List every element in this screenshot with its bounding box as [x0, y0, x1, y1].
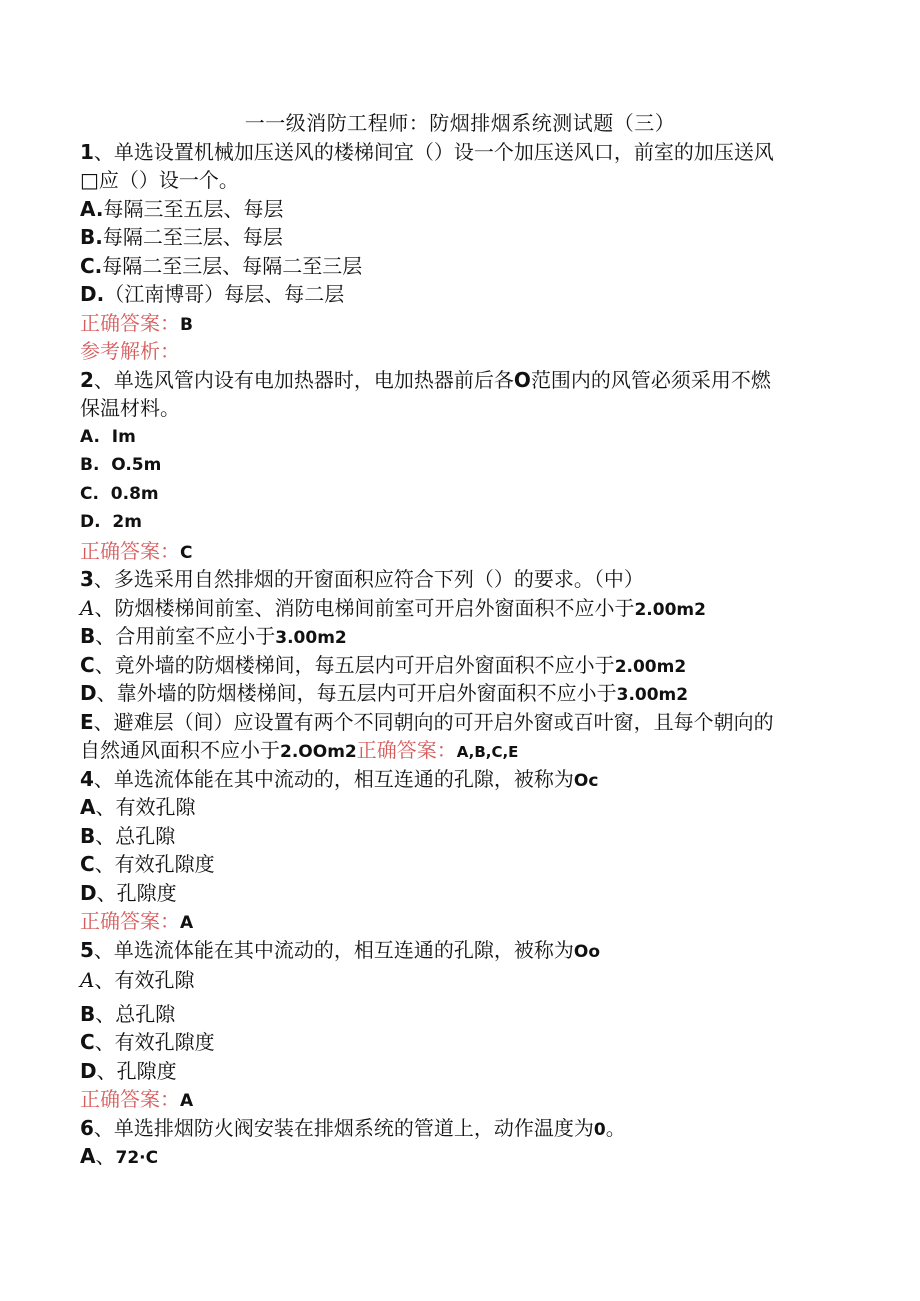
- option: [80, 1028, 840, 1056]
- option-key: C.: [80, 484, 99, 504]
- option-cont: [80, 736, 840, 766]
- answer-label: 正确答案：: [80, 909, 180, 933]
- question-text: 范围内的风管必须采用不燃: [530, 368, 771, 392]
- option-key: C: [80, 852, 95, 876]
- option-value: 72·C: [115, 1148, 159, 1168]
- answer-line: [80, 907, 840, 937]
- option-key: B.: [80, 455, 100, 475]
- answer-value: A,B,C,E: [456, 743, 519, 761]
- question-number: 2: [80, 368, 94, 392]
- option: [80, 280, 840, 308]
- question-number: 4: [80, 767, 94, 791]
- question-5: [80, 936, 840, 966]
- option: [80, 1057, 840, 1085]
- question-text: 、单选设置机械加压送风的楼梯间宜（）设一个加压送风口，前室的加压送风: [93, 140, 774, 164]
- option: [80, 508, 840, 536]
- answer-label: 正确答案：: [80, 311, 180, 335]
- option-key: A: [80, 1144, 96, 1168]
- option: [80, 1000, 840, 1028]
- question-text: 保温材料。: [80, 396, 180, 420]
- option-text: 2m: [112, 512, 142, 532]
- option: [80, 423, 840, 451]
- question-text: Oc: [573, 771, 599, 791]
- option-key: B: [80, 1002, 96, 1026]
- option-text: 、: [95, 1144, 116, 1168]
- option: [80, 1142, 840, 1172]
- option-key: C: [80, 1030, 95, 1054]
- option: [80, 252, 840, 280]
- question-number: 3: [80, 567, 94, 591]
- option: [80, 480, 840, 508]
- option-text: 自然通风面积不应小于: [80, 738, 280, 762]
- option-text: 、有效孔隙度: [94, 852, 215, 876]
- option-text: 0.8m: [110, 484, 159, 504]
- question-4: [80, 765, 840, 795]
- option-key: D.: [80, 282, 105, 306]
- answer-line: [80, 1085, 840, 1115]
- option: [80, 879, 840, 907]
- answer-line: [80, 309, 840, 339]
- option-value: 2.OOm2: [280, 742, 357, 762]
- option-text: 、总孔隙: [95, 1002, 176, 1026]
- answer-label: 正确答案：: [356, 738, 457, 762]
- option: [80, 822, 840, 850]
- question-text: 、多选采用自然排烟的开窗面积应符合下列（）的要求。（中）: [93, 567, 644, 591]
- question-1-cont: [80, 166, 840, 194]
- option-value: 3.00m2: [275, 628, 347, 648]
- option-text: 、竟外墙的防烟楼梯间，每五层内可开启外窗面积不应小于: [94, 653, 615, 677]
- option-text: Im: [111, 427, 136, 447]
- option-key: B.: [80, 225, 103, 249]
- option-text: O.5m: [111, 455, 162, 475]
- question-3: [80, 565, 840, 593]
- question-text: 。: [605, 1116, 626, 1140]
- question-text: 、单选风管内设有电加热器时，电加热器前后各: [93, 368, 514, 392]
- option-key: A.: [80, 427, 100, 447]
- option-text: 每隔二至三层、每层: [102, 225, 283, 249]
- option-key: A: [80, 596, 95, 620]
- option-text: 、有效孔隙: [95, 795, 196, 819]
- option-text: 每隔二至三层、每隔二至三层: [102, 254, 363, 278]
- option-text: 每隔三至五层、每层: [103, 197, 284, 221]
- question-text: 、单选流体能在其中流动的，相互连通的孔隙，被称为: [93, 767, 574, 791]
- option-key: B: [80, 624, 96, 648]
- option-text: 、总孔隙: [95, 824, 176, 848]
- option: [80, 966, 840, 994]
- question-1: [80, 138, 840, 166]
- answer-value: A: [180, 1091, 194, 1111]
- option-text: 、避难层（间）应设置有两个不同朝向的可开启外窗或百叶窗，且每个朝向的: [93, 710, 774, 734]
- option-key: A.: [80, 197, 104, 221]
- option-key: B: [80, 824, 96, 848]
- option: [80, 451, 840, 479]
- option-text: 、有效孔隙度: [94, 1030, 215, 1054]
- option-value: 2.00m2: [614, 657, 687, 677]
- option: [80, 651, 840, 681]
- option: [80, 679, 840, 709]
- option-key: A: [80, 795, 96, 819]
- question-text: 、单选排烟防火阀安装在排烟系统的管道上，动作温度为: [93, 1116, 594, 1140]
- option-key: D: [80, 1059, 97, 1083]
- option-text: 、孔隙度: [96, 1059, 177, 1083]
- question-text: 、单选流体能在其中流动的，相互连通的孔隙，被称为: [93, 938, 574, 962]
- option-key: C: [80, 653, 95, 677]
- option-key: C.: [80, 254, 103, 278]
- question-text: Oo: [573, 942, 601, 962]
- option-text: （江南博哥）每层、每二层: [104, 282, 345, 306]
- option-key: D: [80, 881, 97, 905]
- option-text: 、有效孔隙: [94, 968, 195, 992]
- question-6: [80, 1114, 840, 1144]
- answer-value: C: [180, 543, 193, 563]
- analysis-label: 参考解析：: [80, 339, 180, 363]
- option-key: E: [80, 710, 94, 734]
- option: [80, 223, 840, 251]
- question-2-cont: [80, 394, 840, 422]
- question-2: [80, 366, 840, 394]
- answer-value: B: [180, 315, 193, 335]
- option: [80, 622, 840, 652]
- page-title: 一一级消防工程师：防烟排烟系统测试题（三）: [244, 111, 676, 135]
- answer-label: 正确答案：: [80, 1087, 180, 1111]
- option-key: A: [80, 968, 95, 992]
- question-number: 5: [80, 938, 94, 962]
- option: [80, 793, 840, 821]
- answer-value: A: [180, 913, 194, 933]
- option-value: 3.00m2: [616, 685, 689, 705]
- option-text: 、靠外墙的防烟楼梯间，每五层内可开启外窗面积不应小于: [96, 681, 617, 705]
- answer-line: [80, 537, 840, 567]
- option-key: D.: [80, 512, 101, 532]
- option-text: 、防烟楼梯间前室、消防电梯间前室可开启外窗面积不应小于: [94, 596, 635, 620]
- question-blank: O: [513, 368, 531, 392]
- answer-label: 正确答案：: [80, 539, 180, 563]
- option: [80, 195, 840, 223]
- option: [80, 708, 840, 736]
- option-text: 、合用前室不应小于: [95, 624, 276, 648]
- option: [80, 850, 840, 878]
- question-text: □应（）设一个。: [80, 168, 239, 192]
- option-value: 2.00m2: [634, 600, 706, 620]
- question-text: 0: [593, 1120, 606, 1140]
- question-number: 1: [80, 140, 94, 164]
- option-key: D: [80, 681, 97, 705]
- option: [80, 594, 840, 624]
- question-number: 6: [80, 1116, 94, 1140]
- option-text: 、孔隙度: [96, 881, 177, 905]
